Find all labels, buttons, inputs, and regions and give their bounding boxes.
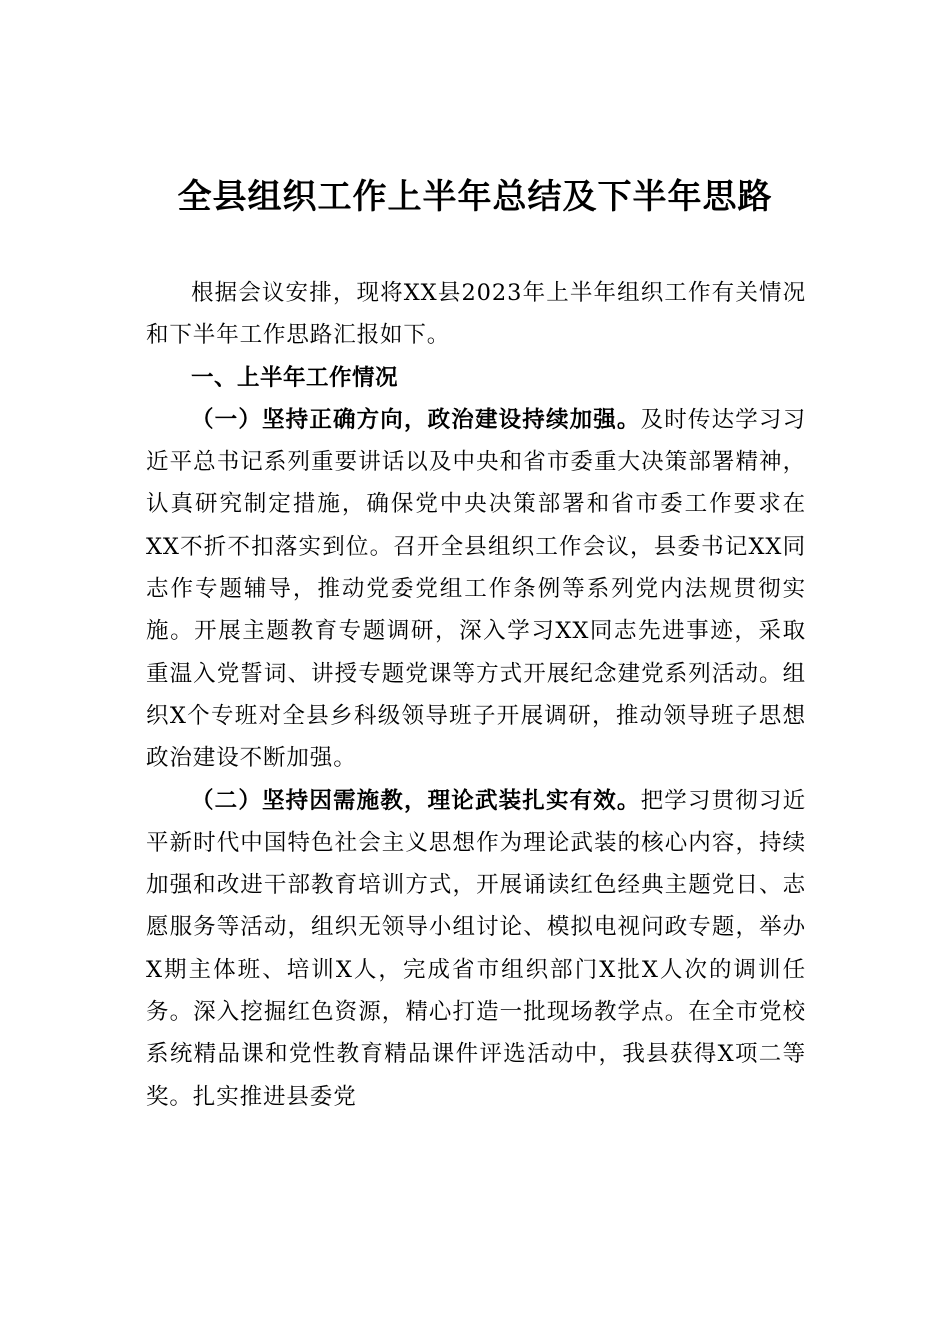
document-body [146,272,806,1118]
paragraph-2 [146,780,806,1118]
paragraph-2-text: 把学习贯彻习近平新时代中国特色社会主义思想作为理论武装的核心内容，持续加强和改进干部教育培训方式，开展诵读红色经典主题党日、志愿服务等活动，组织无领导小组讨论、模拟电视问政专题，举办X期主体班、培训X人，完成省市组织部门X批X人次的调训任务。深入挖掘红色资源，精心打造一批现场教学点。在全市党校系统精品课和党性教育精品课件评选活动中，我县获得X项二等奖。扎实推进县委党 [146,787,806,1110]
paragraph-1 [146,399,806,780]
document-title: 全县组织工作上半年总结及下半年思路 [177,177,773,217]
section-heading: 一、上半年工作情况 [191,364,399,391]
paragraph-2-lead: （二）坚持因需施教，理论武装扎实有效。 [191,787,641,814]
paragraph-1-lead: （一）坚持正确方向，政治建设持续加强。 [191,406,641,433]
intro-paragraph: 根据会议安排，现将XX县2023年上半年组织工作有关情况和下半年工作思路汇报如下。 [146,280,806,349]
paragraph-1-text: 及时传达学习习近平总书记系列重要讲话以及中央和省市委重大决策部署精神，认真研究制定措施，确保党中央决策部署和省市委工作要求在XX不折不扣落实到位。召开全县组织工作会议，县委书记XX同志作专题辅导，推动党委党组工作条例等系列党内法规贯彻实施。开展主题教育专题调研，深入学习XX同志先进事迹，采取重温入党誓词、讲授专题党课等方式开展纪念建党系列活动。组织X个专班对全县乡科级领导班子开展调研，推动领导班子思想政治建设不断加强。 [146,406,806,772]
